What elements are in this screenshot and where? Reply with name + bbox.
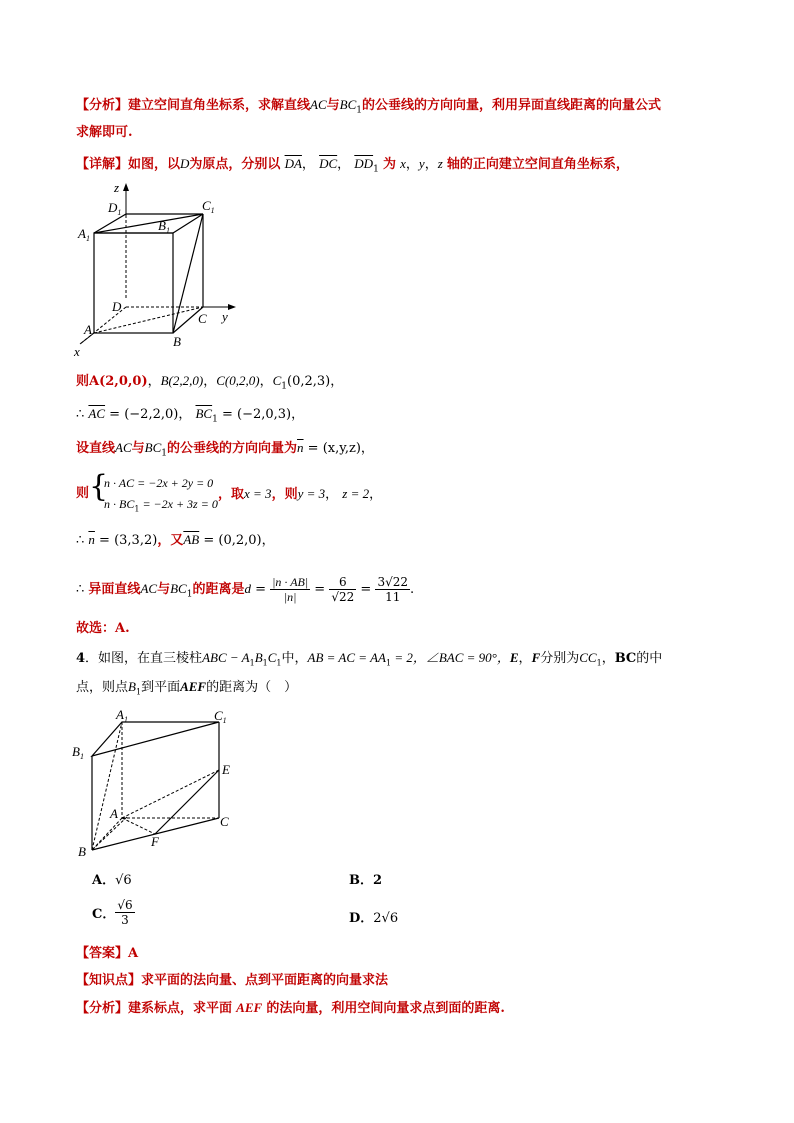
coords-line: 则A(2,0,0)，B(2,2,0)，C(0,2,0)，$C_1(0,2,3)$， (76, 373, 344, 392)
front-face (94, 233, 173, 333)
cube-figure (70, 178, 240, 358)
top-triangle (92, 722, 219, 756)
label-y: y (222, 309, 228, 324)
label-a1: $A_1$ (116, 707, 128, 724)
label-e: E (222, 762, 230, 777)
label-b1: $B_1$ (158, 218, 170, 235)
analysis2-line: 【分析】建系标点，求平面 AEF 的法向量，利用空间向量求点到面的距离. (76, 1000, 505, 1016)
set-n-line: 设直线AC与$BC_1$的公垂线的方向向量为$\overline{n} = (x,y,z)$， (76, 440, 374, 459)
detail-tag: 【详解】 (76, 157, 129, 172)
system-eq1: n · AC = −2x + 2y = 0 (104, 476, 214, 490)
fraction-2: $\frac{6}{√22}$ (331, 575, 355, 604)
label-f: F (151, 834, 159, 849)
option-c[interactable]: C． $\frac{√6}{3}$ (92, 898, 133, 927)
line-ae (122, 770, 219, 818)
analysis-paragraph: 【分析】建立空间直角坐标系，求解直线AC与$BC_1$的公垂线的方向向量，利用异面直线距离的向量公式 (76, 97, 662, 116)
answer-line: 【答案】A (76, 946, 139, 961)
z-arrow (123, 183, 129, 191)
label-c1: $C_1$ (202, 198, 215, 215)
option-b[interactable]: B．2 (349, 873, 383, 888)
distance-line: ∴ 异面直线AC与$BC_1$的距离是d = $\frac{|n \cdot AB|}{|n|}$ = $\frac{6}{√22}$ = $\frac{3√22}{11}$ . (76, 575, 415, 604)
label-a: A (110, 806, 118, 821)
label-a1: $A_1$ (78, 226, 90, 243)
analysis-tag: 【分析】 (76, 98, 129, 113)
label-a: A (84, 322, 92, 337)
question4-line2: 点，则点$B_1$到平面AEF的距离为（ ） (76, 679, 298, 697)
label-b1: $B_1$ (72, 744, 84, 761)
system-then: 则 (76, 486, 90, 501)
system-solution: ，取x = 3，则y = 3， z = 2， (218, 486, 383, 502)
prism-figure (68, 704, 248, 860)
system-eq2: $n \cdot BC_1 = -2x + 3z = 0$ (104, 497, 218, 514)
analysis-line2: 求解即可. (76, 125, 133, 140)
option-c-fraction: $\frac{√6}{3}$ (117, 898, 133, 927)
label-c: C (198, 311, 207, 326)
line-af (122, 818, 155, 834)
label-c1: $C_1$ (214, 708, 227, 725)
y-arrow (228, 304, 236, 310)
option-a[interactable]: A．√6 (92, 873, 132, 888)
line-ba1 (92, 722, 122, 850)
label-z: z (114, 180, 120, 195)
detail-paragraph: 【详解】如图，以D为原点，分别以 $\overline{DA}$， $\overline{DC}$， $\overline{DD}_1$ 为 x，y，z 轴的正向建立空间直角坐标系， (76, 156, 629, 175)
label-d: D (112, 299, 122, 314)
n-value-line: ∴ $\overline{n} = (3,3,2)$，又$\overline{AB} = (0,2,0)$， (76, 532, 275, 548)
fraction-3: $\frac{3√22}{11}$ (377, 575, 408, 604)
option-d[interactable]: D．2√6 (349, 911, 399, 926)
label-b: B (78, 844, 86, 859)
choice-line: 故选：A. (76, 621, 130, 636)
label-b: B (173, 334, 181, 349)
question4-line1: 4．如图，在直三棱柱ABC − $A_1B_1C_1$中，AB = AC = $AA_1 = 2$，∠BAC = 90°，E，F分别为$CC_1$，BC的中 (76, 650, 663, 668)
fraction-1: $\frac{|n \cdot AB|}{|n|}$ (272, 575, 309, 604)
knowledge-line: 【知识点】求平面的法向量、点到平面距离的向量求法 (76, 973, 389, 988)
system-brace: { (89, 469, 109, 504)
vectors-line: ∴ $\overline{AC} = (-2,2,0)$， $\overline{BC}_1 = (-2,0,3)$， (76, 406, 305, 425)
label-c: C (220, 814, 229, 829)
line-fe (155, 770, 219, 834)
label-d1: $D_1$ (108, 200, 122, 217)
label-x: x (74, 344, 80, 358)
